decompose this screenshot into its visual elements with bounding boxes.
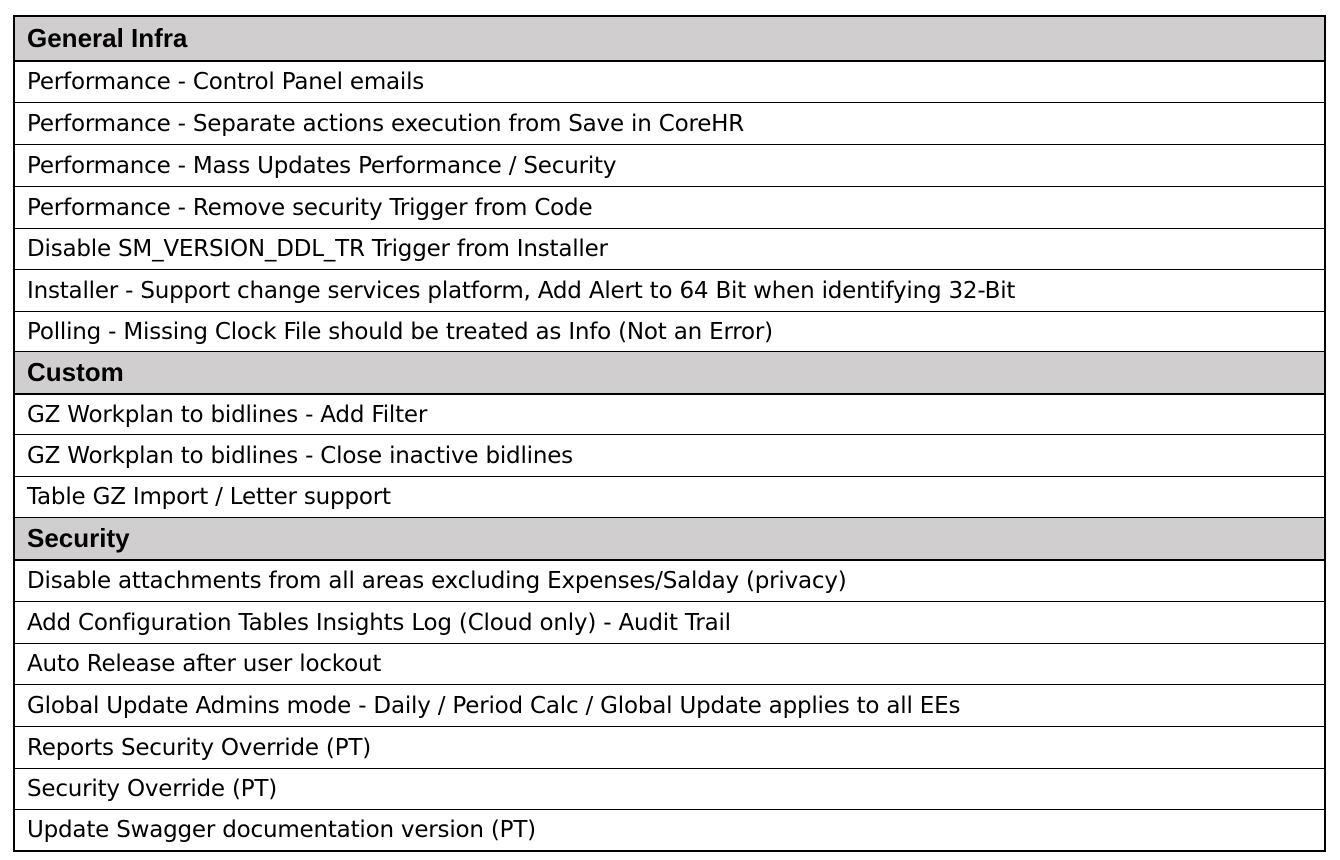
list-item: Installer - Support change services platform, Add Alert to 64 Bit when identifying 32-Bit xyxy=(15,269,1324,311)
section-header-security: Security xyxy=(15,517,1324,560)
list-item: Performance - Remove security Trigger from Code xyxy=(15,186,1324,228)
list-item: Global Update Admins mode - Daily / Period Calc / Global Update applies to all EEs xyxy=(15,684,1324,726)
section-header-custom: Custom xyxy=(15,351,1324,394)
list-item: Performance - Control Panel emails xyxy=(15,61,1324,102)
list-item: Polling - Missing Clock File should be treated as Info (Not an Error) xyxy=(15,311,1324,351)
list-item: Add Configuration Tables Insights Log (Cloud only) - Audit Trail xyxy=(15,601,1324,643)
list-item: GZ Workplan to bidlines - Close inactive bidlines xyxy=(15,434,1324,476)
list-item: Performance - Separate actions execution from Save in CoreHR xyxy=(15,102,1324,144)
list-item: Disable attachments from all areas excluding Expenses/Salday (privacy) xyxy=(15,560,1324,601)
list-item: Performance - Mass Updates Performance / Security xyxy=(15,144,1324,186)
section-header-general-infra: General Infra xyxy=(15,17,1324,61)
feature-list-table xyxy=(13,15,1326,852)
list-item: Auto Release after user lockout xyxy=(15,643,1324,684)
list-item: GZ Workplan to bidlines - Add Filter xyxy=(15,394,1324,434)
list-item: Security Override (PT) xyxy=(15,768,1324,809)
list-item: Table GZ Import / Letter support xyxy=(15,476,1324,517)
list-item: Disable SM_VERSION_DDL_TR Trigger from Installer xyxy=(15,228,1324,269)
list-item: Update Swagger documentation version (PT) xyxy=(15,809,1324,850)
list-item: Reports Security Override (PT) xyxy=(15,726,1324,768)
